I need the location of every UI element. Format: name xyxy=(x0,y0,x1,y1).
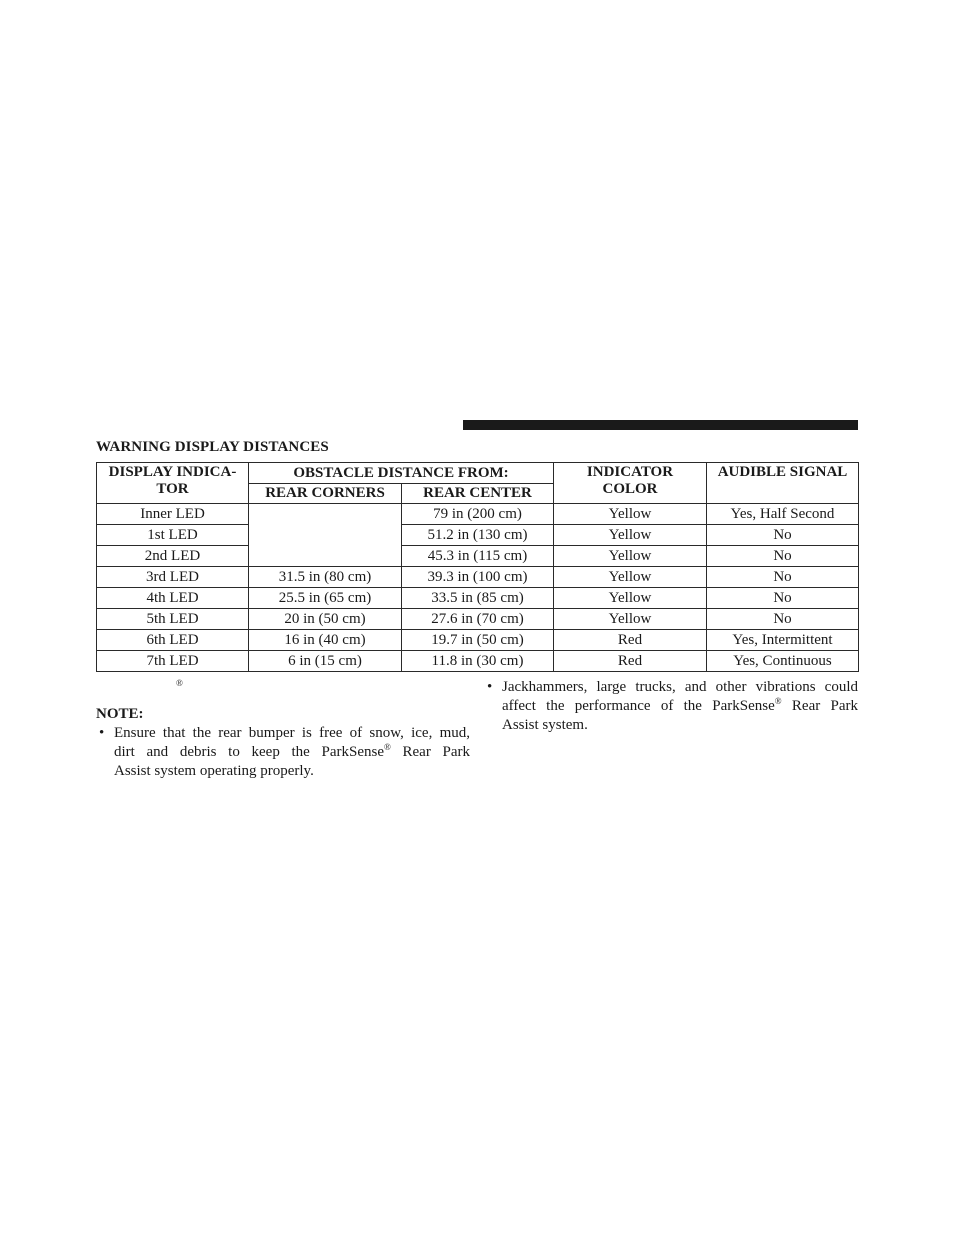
cell-signal: No xyxy=(707,609,859,630)
cell-corners: 20 in (50 cm) xyxy=(249,609,402,630)
cell-corners: 25.5 in (65 cm) xyxy=(249,588,402,609)
cell-signal: No xyxy=(707,567,859,588)
cell-signal: No xyxy=(707,525,859,546)
cell-color: Yellow xyxy=(554,588,707,609)
cell-color: Red xyxy=(554,630,707,651)
header-display-indicator: DISPLAY INDICA- TOR xyxy=(97,463,249,504)
header-rear-center: REAR CENTER xyxy=(402,484,554,504)
cell-center: 33.5 in (85 cm) xyxy=(402,588,554,609)
cell-center: 79 in (200 cm) xyxy=(402,504,554,525)
header-indicator-color: INDICATOR COLOR xyxy=(554,463,707,504)
bullet-icon: • xyxy=(487,679,493,695)
section-header-bar xyxy=(463,420,858,430)
table-row xyxy=(97,546,859,567)
cell-color: Yellow xyxy=(554,504,707,525)
table-row xyxy=(97,504,859,525)
section-title: WARNING DISPLAY DISTANCES xyxy=(96,439,329,455)
cell-indicator: 1st LED xyxy=(97,525,249,546)
cell-signal: No xyxy=(707,546,859,567)
cell-center: 11.8 in (30 cm) xyxy=(402,651,554,672)
table-row xyxy=(97,588,859,609)
cell-signal: Yes, Half Second xyxy=(707,504,859,525)
cell-signal: Yes, Intermittent xyxy=(707,630,859,651)
cell-signal: No xyxy=(707,588,859,609)
table-row xyxy=(97,651,859,672)
cell-signal: Yes, Continuous xyxy=(707,651,859,672)
cell-corners: 6 in (15 cm) xyxy=(249,651,402,672)
header-audible-signal: AUDIBLE SIGNAL xyxy=(707,463,859,504)
note-label: NOTE: xyxy=(96,706,144,722)
header-obstacle-distance: OBSTACLE DISTANCE FROM: xyxy=(249,463,554,484)
cell-indicator: 3rd LED xyxy=(97,567,249,588)
cell-color: Yellow xyxy=(554,567,707,588)
cell-indicator: 2nd LED xyxy=(97,546,249,567)
bullet-icon: • xyxy=(99,725,105,741)
cell-center: 39.3 in (100 cm) xyxy=(402,567,554,588)
cell-center: 27.6 in (70 cm) xyxy=(402,609,554,630)
cell-indicator: Inner LED xyxy=(97,504,249,525)
cell-color: Red xyxy=(554,651,707,672)
table-row xyxy=(97,525,859,546)
cell-indicator: 4th LED xyxy=(97,588,249,609)
header-rear-corners: REAR CORNERS xyxy=(249,484,402,504)
cell-center: 51.2 in (130 cm) xyxy=(402,525,554,546)
cell-indicator: 6th LED xyxy=(97,630,249,651)
cell-center: 45.3 in (115 cm) xyxy=(402,546,554,567)
cell-corners-empty xyxy=(249,504,402,567)
table-row xyxy=(97,567,859,588)
cell-color: Yellow xyxy=(554,525,707,546)
cell-center: 19.7 in (50 cm) xyxy=(402,630,554,651)
table-row xyxy=(97,630,859,651)
note-bullet-vibrations: • Jackhammers, large trucks, and other vibrations could affect the performance of the ParkSense® Rear Park Assist system. xyxy=(487,679,859,733)
warning-distances-table xyxy=(96,462,859,672)
table-row xyxy=(97,609,859,630)
cell-color: Yellow xyxy=(554,609,707,630)
cell-corners: 31.5 in (80 cm) xyxy=(249,567,402,588)
cell-indicator: 7th LED xyxy=(97,651,249,672)
note-bullet-bumper: • Ensure that the rear bumper is free of snow, ice, mud, dirt and debris to keep the ParkSense® Rear Park Assist system operating properly. xyxy=(99,725,471,779)
cell-indicator: 5th LED xyxy=(97,609,249,630)
cell-corners: 16 in (40 cm) xyxy=(249,630,402,651)
cell-color: Yellow xyxy=(554,546,707,567)
registered-mark: ® xyxy=(176,678,183,688)
